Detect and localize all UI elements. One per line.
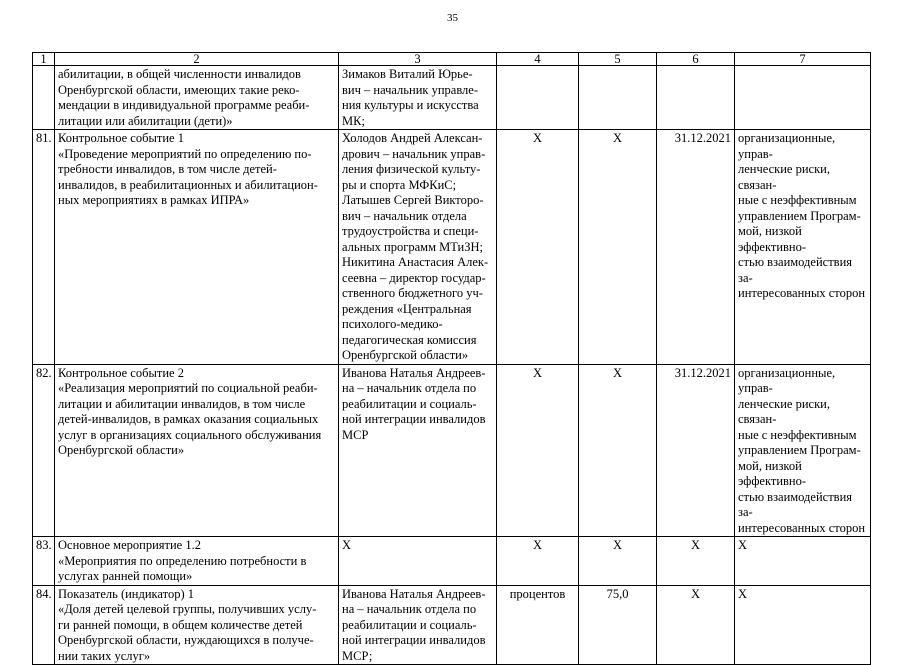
row-col4: Х [497, 364, 579, 537]
header-cell: 5 [579, 53, 657, 66]
row-name: Контрольное событие 1 «Проведение мероприятий по определению по- требности инвалидов, в том числе детей- инвалидов, в реабилитационных и абилитацион- ных мероприятиях в рамках ИПРА» [55, 130, 339, 365]
row-responsible: Х [339, 537, 497, 586]
header-cell: 6 [657, 53, 735, 66]
row-number: 83. [33, 537, 55, 586]
row-col6: Х [657, 537, 735, 586]
row-name: Показатель (индикатор) 1 «Доля детей целевой группы, получивших услу- ги ранней помощи, в общем количестве детей Оренбургской области, нуждающихся в получе- нии таких услуг» [55, 585, 339, 665]
table-row [33, 537, 871, 586]
row-responsible: Иванова Наталья Андреев- на – начальник отдела по реабилитации и социаль- ной интеграции инвалидов МСР [339, 364, 497, 537]
table-row [33, 585, 871, 665]
row-col7: Х [735, 585, 871, 665]
row-responsible: Зимаков Виталий Юрье- вич – начальник управле- ния культуры и искусства МК; [339, 66, 497, 130]
row-col6: Х [657, 585, 735, 665]
table-row [33, 130, 871, 365]
row-responsible: Иванова Наталья Андреев- на – начальник отдела по реабилитации и социаль- ной интеграции инвалидов МСР; [339, 585, 497, 665]
row-col7: организационные, управ- ленческие риски, связан- ные с неэффективным управлением Програм- мой, низкой эффективно- стью взаимодействия за- интересованных сторон [735, 130, 871, 365]
row-responsible: Холодов Андрей Алексан- дрович – начальник управ- ления физической культу- ры и спорта МФКиС; Латышев Сергей Викторо- вич – начальник отдела трудоустройства и специ- альных программ МТиЗН; Никитина Анастасия Алек- сеевна – директор государ- ственного бюджетного уч- реждения «Центральная психолого-медико- педагогическая комиссия Оренбургской области» [339, 130, 497, 365]
row-number: 84. [33, 585, 55, 665]
row-col5: Х [579, 537, 657, 586]
table-row [33, 364, 871, 537]
row-number [33, 66, 55, 130]
row-col5: 75,0 [579, 585, 657, 665]
row-name: Основное мероприятие 1.2 «Мероприятия по определению потребности в услугах ранней помощи» [55, 537, 339, 586]
row-col5: Х [579, 130, 657, 365]
row-col6: 31.12.2021 [657, 130, 735, 365]
row-col6: 31.12.2021 [657, 364, 735, 537]
row-col7: организационные, управ- ленческие риски, связан- ные с неэффективным управлением Програм- мой, низкой эффективно- стью взаимодействия за- интересованных сторон [735, 364, 871, 537]
row-name: Контрольное событие 2 «Реализация мероприятий по социальной реаби- литации и абилитации инвалидов, в том числе детей-инвалидов, в рамках оказания социальных услуг в организациях социального обслуживания Оренбургской области» [55, 364, 339, 537]
row-name: абилитации, в общей численности инвалидов Оренбургской области, имеющих такие реко- мендации в индивидуальной программе реаби- литации или абилитации (дети)» [55, 66, 339, 130]
row-number: 81. [33, 130, 55, 365]
page-number: 35 [447, 12, 458, 24]
header-row [33, 53, 871, 66]
header-cell: 4 [497, 53, 579, 66]
header-cell: 3 [339, 53, 497, 66]
table-row [33, 66, 871, 130]
row-col5: Х [579, 364, 657, 537]
header-cell: 7 [735, 53, 871, 66]
row-col4: Х [497, 537, 579, 586]
row-col6 [657, 66, 735, 130]
plan-table [32, 52, 871, 665]
header-cell: 1 [33, 53, 55, 66]
row-col4: процентов [497, 585, 579, 665]
row-col4 [497, 66, 579, 130]
row-col4: Х [497, 130, 579, 365]
row-col7 [735, 66, 871, 130]
header-cell: 2 [55, 53, 339, 66]
row-number: 82. [33, 364, 55, 537]
row-col5 [579, 66, 657, 130]
row-col7: Х [735, 537, 871, 586]
